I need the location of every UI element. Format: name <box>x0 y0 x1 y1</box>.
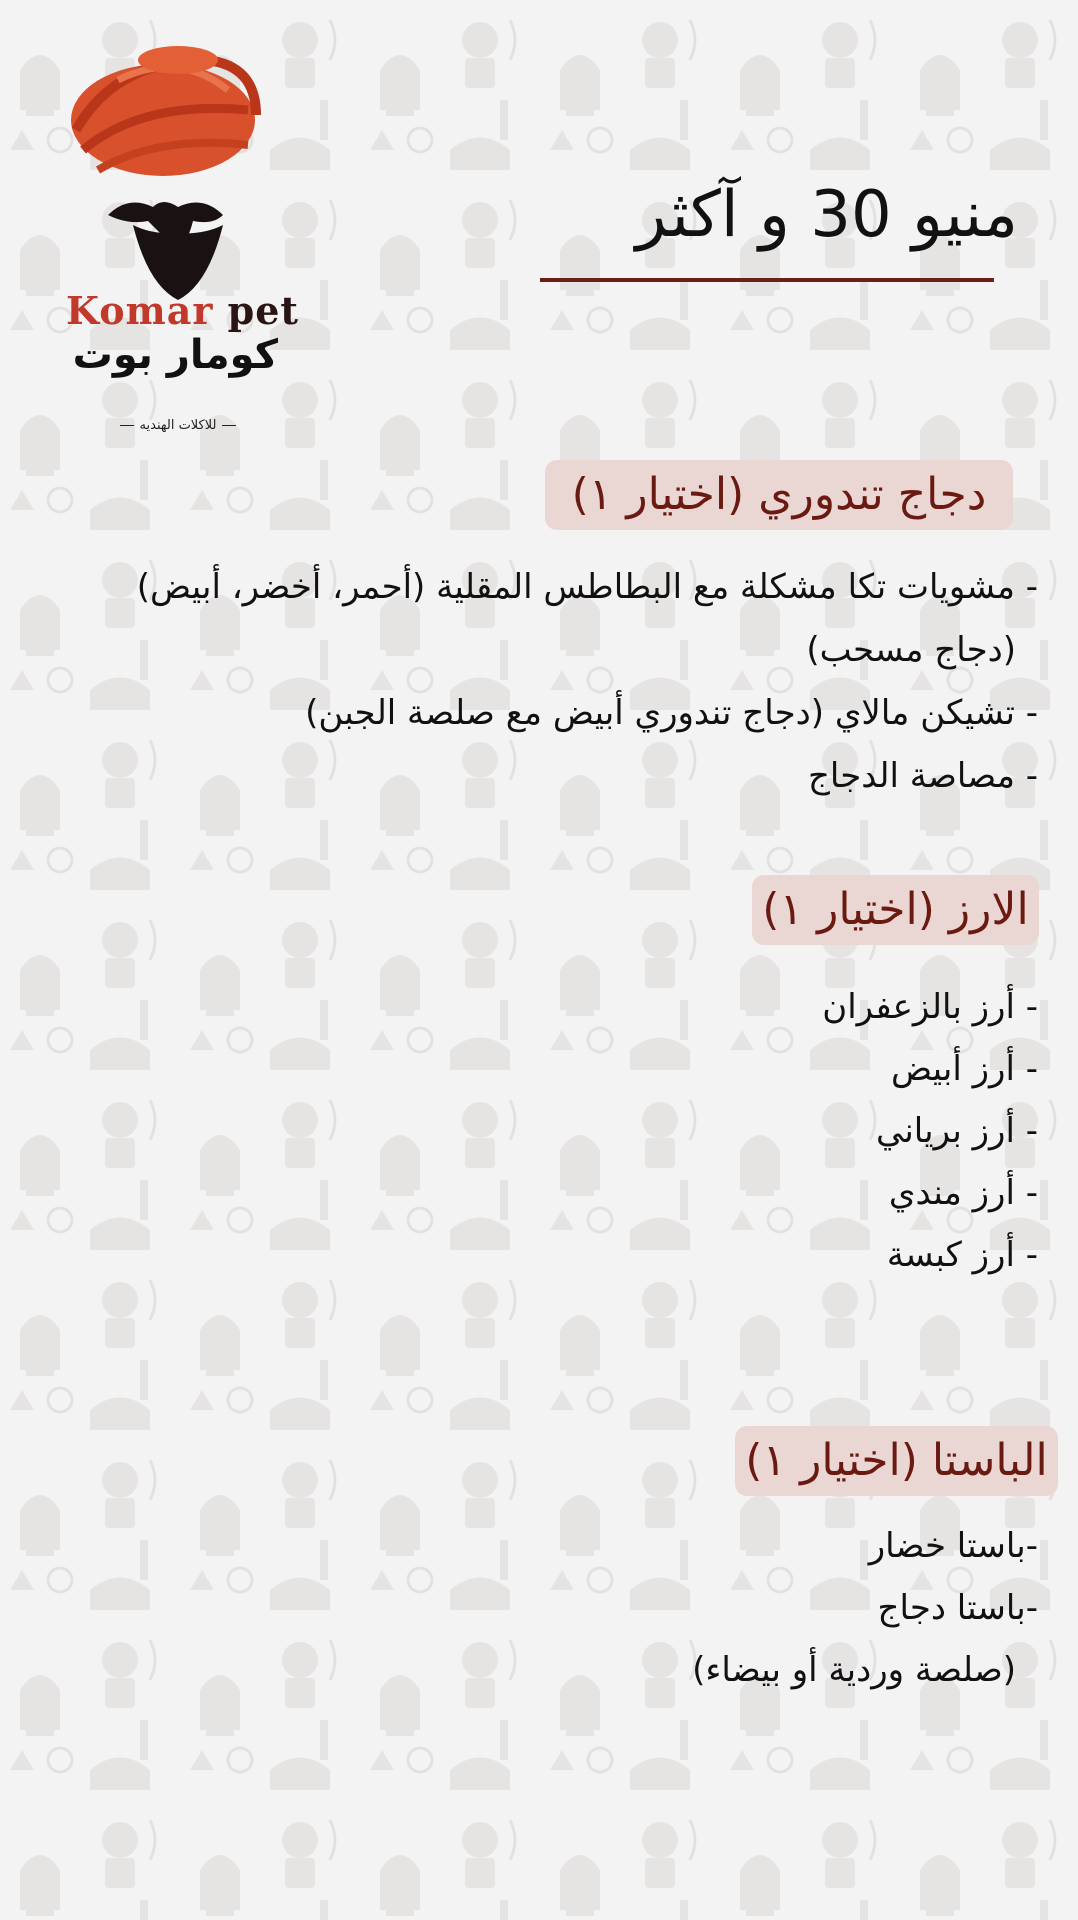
brand-tagline: للاكلات الهنديه <box>78 418 278 433</box>
section-header-rice: الارز (اختيار ١) <box>752 875 1039 945</box>
list-item: - أرز مندي <box>888 1173 1038 1213</box>
list-item: -باستا دجاج <box>877 1588 1038 1628</box>
section-items-pasta <box>692 1515 1038 1701</box>
list-item: -باستا خضار <box>868 1526 1038 1566</box>
list-item: (دجاج مسحب) <box>806 630 1016 670</box>
brand-name-en-part1: Komar <box>66 288 214 333</box>
list-item: - مشويات تكا مشكلة مع البطاطس المقلية (أحمر، أخضر، أبيض) <box>136 567 1038 607</box>
page-title: منيو 30 و آكثر <box>635 178 1018 252</box>
list-item: - تشيكن مالاي (دجاج تندوري أبيض مع صلصة الجبن) <box>305 693 1038 733</box>
list-item: - أرز أبيض <box>891 1049 1038 1089</box>
section-header-tandoori-chicken: دجاج تندوري (اختيار ١) <box>545 460 1013 530</box>
list-item: - مصاصة الدجاج <box>807 756 1038 796</box>
section-items-tandoori-chicken <box>137 556 1038 808</box>
title-underline <box>540 278 994 282</box>
brand-name-ar: كومار بوت <box>72 332 278 378</box>
beard-icon <box>108 202 223 300</box>
brand-name-en <box>66 288 306 333</box>
turban-icon <box>71 46 256 176</box>
brand-logo <box>58 40 299 433</box>
list-item: - أرز برياني <box>875 1111 1038 1151</box>
list-item: (صلصة وردية أو بيضاء) <box>692 1650 1016 1690</box>
section-header-pasta: الباستا (اختيار ١) <box>735 1426 1058 1496</box>
brand-name-en-part2: pet <box>227 288 299 333</box>
list-item: - أرز بالزعفران <box>822 987 1038 1027</box>
list-item: - أرز كبسة <box>886 1235 1038 1275</box>
section-items-rice <box>822 976 1038 1286</box>
